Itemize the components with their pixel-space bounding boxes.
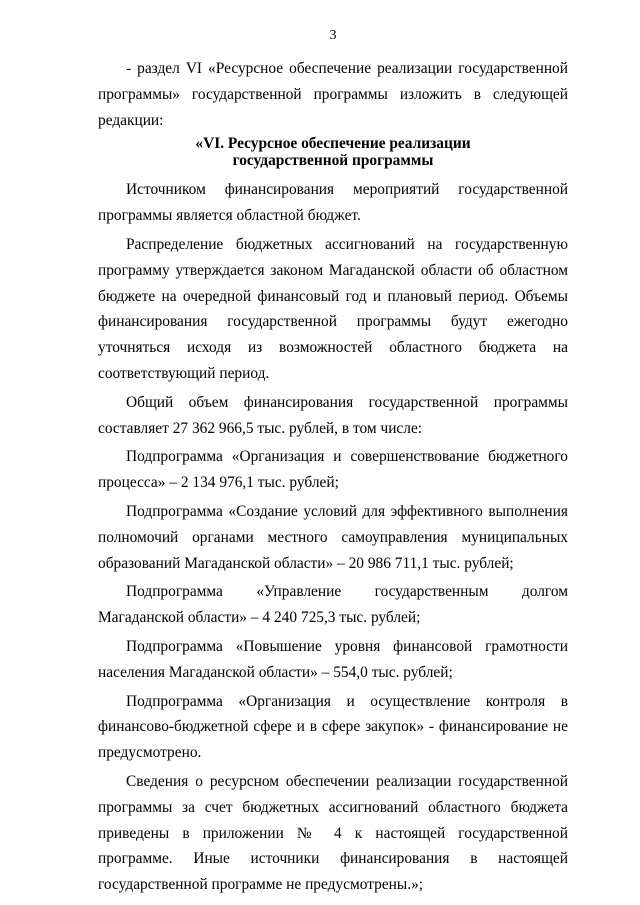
paragraph-total-volume: Общий объем финансирования государственной программы составляет 27 362 966,5 тыс. рублей, в том числе: — [98, 393, 568, 437]
page-number: 3 — [329, 28, 337, 43]
document-page — [98, 28, 568, 898]
section-title-line-2: государственной программы — [232, 152, 434, 170]
section-title-line-1: «VI. Ресурсное обеспечение реализации — [195, 135, 471, 153]
paragraph-subprogram-local-government: Подпрограмма «Создание условий для эффективного выполнения полномочий органами местного самоуправления муниципальных образований Магаданской области» – 20 986 711,1 тыс. рублей; — [98, 502, 568, 572]
paragraph-resource-info: Сведения о ресурсном обеспечении реализации государственной программы за счет бюджетных ассигнований областного бюджета приведены в приложении № 4 к настоящей государственной программе. Иные источники финансирования в настоящей государственной программе не предусмотрены.»; — [98, 772, 568, 894]
paragraph-allocation: Распределение бюджетных ассигнований на государственную программу утверждается законом Магаданской области об областном бюджете на очередной финансовый год и плановый период. Объемы финансирования государственной программы будут ежегодно уточняться исходя из возможностей областного бюджета на соответствующий период. — [98, 235, 568, 382]
paragraph-subprogram-budget-process: Подпрограмма «Организация и совершенствование бюджетного процесса» – 2 134 976,1 тыс. рублей; — [98, 448, 568, 492]
paragraph-funding-source: Источником финансирования мероприятий государственной программы является областной бюджет. — [98, 181, 568, 225]
paragraph-subprogram-debt: Подпрограмма «Управление государственным долгом Магаданской области» – 4 240 725,3 тыс. рублей; — [98, 583, 568, 627]
section-title — [98, 135, 568, 169]
paragraph-subprogram-literacy: Подпрограмма «Повышение уровня финансовой грамотности населения Магаданской области» – 554,0 тыс. рублей; — [98, 637, 568, 681]
paragraph-subprogram-control: Подпрограмма «Организация и осуществление контроля в финансово-бюджетной сфере и в сфере закупок» - финансирование не предусмотрено. — [98, 692, 568, 762]
intro-paragraph: - раздел VI «Ресурсное обеспечение реализации государственной программы» государственной программы изложить в следующей редакции: — [98, 60, 568, 129]
